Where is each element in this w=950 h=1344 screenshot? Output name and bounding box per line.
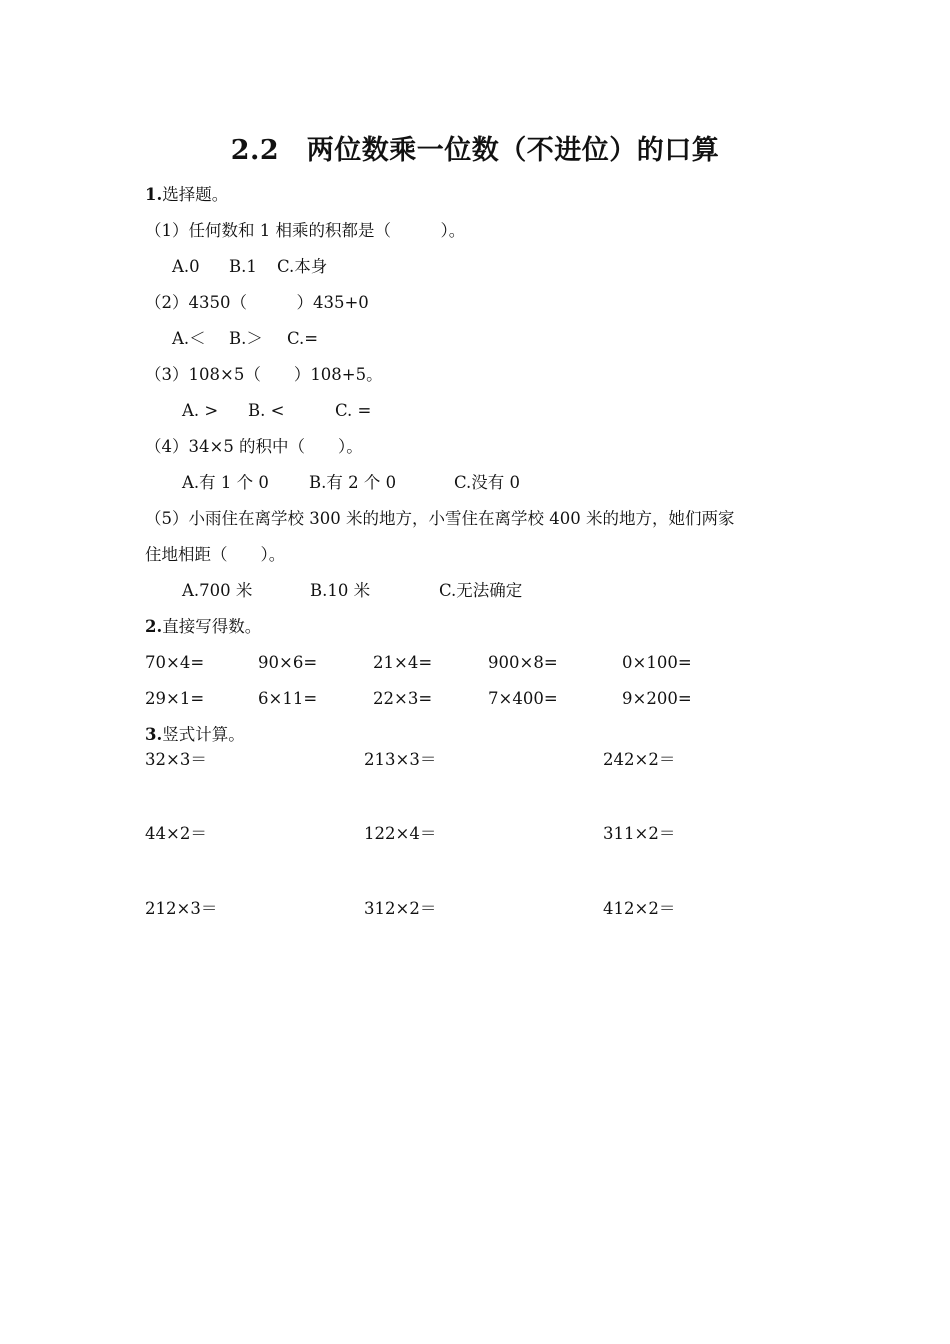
q5-option-c: C.无法确定 xyxy=(439,581,523,600)
question-2: （2）4350（ ）435+0 xyxy=(145,293,369,312)
question-5-line-2: 住地相距（ ）。 xyxy=(145,545,286,564)
oral-calc-item: 90×6= xyxy=(258,653,318,672)
oral-calc-item: 21×4= xyxy=(373,653,433,672)
page-title: 2.2 两位数乘一位数（不进位）的口算 xyxy=(230,135,720,166)
oral-calc-item: 6×11= xyxy=(258,689,318,708)
q1-option-c: C.本身 xyxy=(277,257,328,276)
oral-calc-item: 900×8= xyxy=(488,653,558,672)
section-3-number: 3. xyxy=(145,725,163,744)
q5-option-b: B.10 米 xyxy=(310,581,371,600)
q4-option-b: B.有 2 个 0 xyxy=(309,473,397,492)
q2-option-b: B.＞ xyxy=(229,329,263,348)
q4-option-a: A.有 1 个 0 xyxy=(182,473,269,492)
oral-calc-item: 0×100= xyxy=(622,653,692,672)
section-1-number: 1. xyxy=(145,185,163,204)
question-1: （1）任何数和 1 相乘的积都是（ ）。 xyxy=(145,221,466,240)
section-2-heading xyxy=(145,617,261,637)
section-2-title: 直接写得数。 xyxy=(162,617,262,636)
q5-option-a: A.700 米 xyxy=(182,581,253,600)
section-3-title: 竖式计算。 xyxy=(162,725,245,744)
q1-option-a: A.0 xyxy=(172,257,200,276)
oral-calc-item: 22×3= xyxy=(373,689,433,708)
q1-option-b: B.1 xyxy=(229,257,257,276)
vertical-calc-item: 412×2＝ xyxy=(603,899,676,918)
section-1-title: 选择题。 xyxy=(162,185,229,204)
vertical-calc-item: 212×3＝ xyxy=(145,899,218,918)
vertical-calc-item: 44×2＝ xyxy=(145,824,207,843)
oral-calc-item: 70×4= xyxy=(145,653,205,672)
q3-option-c: C. = xyxy=(335,401,372,420)
vertical-calc-item: 242×2＝ xyxy=(603,750,676,769)
vertical-calc-item: 312×2＝ xyxy=(364,899,437,918)
section-1-heading xyxy=(145,185,228,205)
vertical-calc-item: 32×3＝ xyxy=(145,750,207,769)
q4-option-c: C.没有 0 xyxy=(454,473,521,492)
oral-calc-item: 29×1= xyxy=(145,689,205,708)
question-4: （4）34×5 的积中（ ）。 xyxy=(145,437,363,456)
question-3: （3）108×5（ ）108+5。 xyxy=(145,365,383,384)
oral-calc-item: 9×200= xyxy=(622,689,692,708)
vertical-calc-item: 122×4＝ xyxy=(364,824,437,843)
q2-option-a: A.＜ xyxy=(172,329,206,348)
vertical-calc-item: 311×2＝ xyxy=(603,824,676,843)
q3-option-b: B. < xyxy=(248,401,285,420)
section-3-heading xyxy=(145,725,245,745)
q3-option-a: A. > xyxy=(182,401,219,420)
section-2-number: 2. xyxy=(145,617,163,636)
vertical-calc-item: 213×3＝ xyxy=(364,750,437,769)
question-5-line-1: （5）小雨住在离学校 300 米的地方，小雪住在离学校 400 米的地方，她们两家 xyxy=(145,509,735,528)
q2-option-c: C.= xyxy=(287,329,319,348)
oral-calc-item: 7×400= xyxy=(488,689,558,708)
